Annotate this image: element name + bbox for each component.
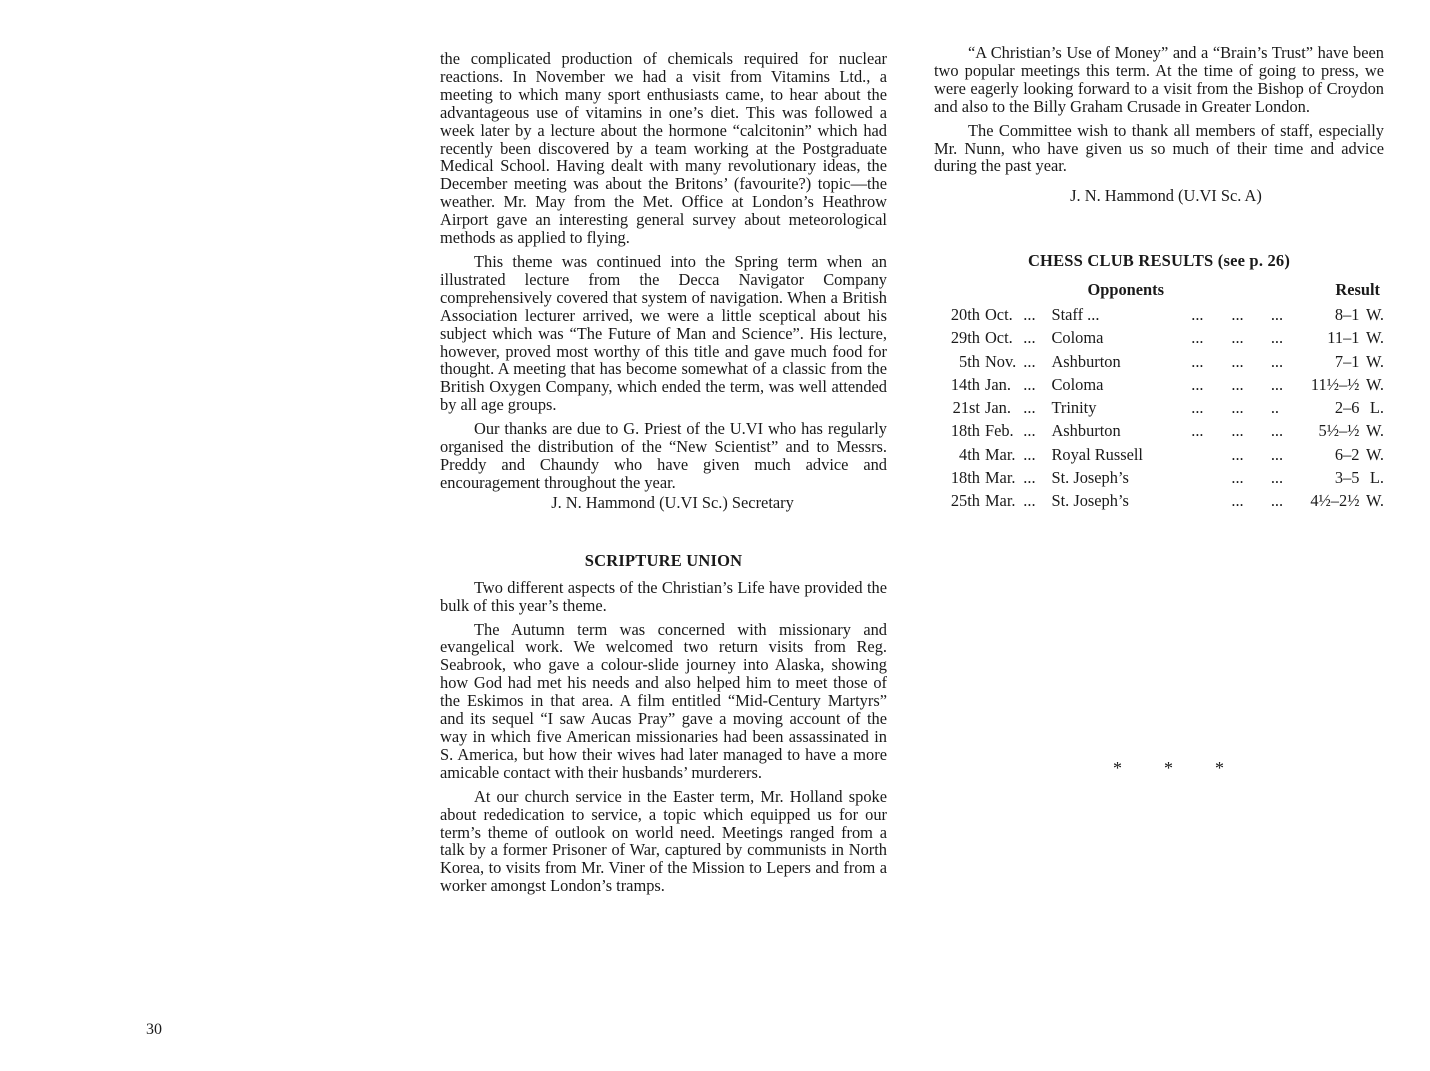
table-row xyxy=(934,443,1384,466)
leader-dots xyxy=(1191,490,1231,513)
match-result: W. xyxy=(1365,491,1384,511)
table-row xyxy=(934,420,1384,443)
asterisk: * xyxy=(1215,758,1224,778)
paragraph: Our thanks are due to G. Priest of the U.VI who has regularly organised the distribution of the “New Scientist” and to Messrs. Preddy and Chaundy who have given much advice and encouragement throughout the year. xyxy=(440,419,887,492)
table-header-row xyxy=(934,277,1384,303)
match-result: L. xyxy=(1369,468,1384,488)
match-score: 3–5 xyxy=(1334,468,1360,488)
left-column xyxy=(440,50,887,901)
leader-dots: ... xyxy=(1191,374,1204,394)
scripture-union-heading: SCRIPTURE UNION xyxy=(584,550,743,570)
match-date-day: 25th xyxy=(950,491,980,511)
leader-dots: ... xyxy=(1023,398,1036,418)
match-date-month: Feb. xyxy=(984,421,1014,441)
match-date-day: 4th xyxy=(959,444,980,464)
paragraph: The Autumn term was concerned with missionary and evangelical work. We welcomed two return visits from Reg. Seabrook, who gave a colour-slide journey into Alaska, showing how God had met his needs and also helped him to meet those of the Eskimos in that area. A film entitled “Mid-Century Martyrs” and its sequel “I saw Aucas Pray” gave a moving account of the way in which five American missionaries had been assassinated in S. America, but how their wives had later managed to have a more amicable contact with their husbands’ murderers. xyxy=(440,619,887,782)
match-score: 6–2 xyxy=(1334,444,1360,464)
match-date-month: Oct. xyxy=(984,304,1013,324)
match-date-day: 5th xyxy=(959,351,980,371)
match-date-month: Oct. xyxy=(984,328,1013,348)
paragraph: Two different aspects of the Christian’s Life have provided the bulk of this year’s theme. xyxy=(440,577,887,615)
match-date-month: Nov. xyxy=(984,351,1017,371)
opponent-name: St. Joseph’s xyxy=(1051,468,1129,488)
match-score: 11–1 xyxy=(1327,328,1360,348)
opponents-column-header: Opponents xyxy=(1087,280,1164,300)
leader-dots: ... xyxy=(1270,421,1284,441)
leader-dots: ... xyxy=(1270,374,1284,394)
leader-dots: ... xyxy=(1023,328,1036,348)
leader-dots: ... xyxy=(1023,374,1036,394)
match-score: 8–1 xyxy=(1334,304,1360,324)
opponent-name: Coloma xyxy=(1051,374,1104,394)
paragraph: The Committee wish to thank all members of staff, especially Mr. Nunn, who have given us so much of their time and advice during the past year. xyxy=(934,120,1384,176)
match-result: W. xyxy=(1365,351,1384,371)
leader-dots: ... xyxy=(1231,421,1244,441)
table-row xyxy=(934,327,1384,350)
leader-dots: ... xyxy=(1023,468,1036,488)
match-date-month: Mar. xyxy=(984,468,1016,488)
signature: J. N. Hammond (U.VI Sc.) Secretary xyxy=(551,492,794,512)
match-score: 4½–2½ xyxy=(1310,491,1360,511)
leader-dots: ... xyxy=(1023,491,1036,511)
match-date-month: Jan. xyxy=(984,374,1011,394)
asterisk: * xyxy=(1113,758,1122,778)
leader-dots: ... xyxy=(1023,351,1036,371)
match-date-day: 21st xyxy=(952,398,980,418)
match-date-month: Jan. xyxy=(984,398,1011,418)
leader-dots: ... xyxy=(1270,328,1284,348)
leader-dots: ... xyxy=(1270,491,1284,511)
match-date-day: 29th xyxy=(950,328,980,348)
match-result: W. xyxy=(1365,421,1384,441)
leader-dots: ... xyxy=(1270,444,1284,464)
table-row xyxy=(934,466,1384,489)
match-result: W. xyxy=(1365,304,1384,324)
match-score: 7–1 xyxy=(1334,351,1360,371)
opponent-name: St. Joseph’s xyxy=(1051,491,1129,511)
page-number: 30 xyxy=(146,1021,162,1038)
match-date-day: 14th xyxy=(950,374,980,394)
opponent-name: Ashburton xyxy=(1051,421,1121,441)
leader-dots: ... xyxy=(1231,374,1244,394)
right-column xyxy=(934,44,1384,513)
leader-dots: ... xyxy=(1231,304,1244,324)
match-score: 2–6 xyxy=(1334,398,1360,418)
section-divider xyxy=(1092,758,1245,779)
leader-dots: ... xyxy=(1231,468,1244,488)
leader-dots: ... xyxy=(1191,304,1204,324)
result-column-header: Result xyxy=(1335,280,1380,300)
table-row xyxy=(934,373,1384,396)
paragraph: This theme was continued into the Spring term when an illustrated lecture from the Decca Navigator Company comprehensively covered that system of navigation. When a British Association lecturer arrived, we were a little sceptical about his subject which was “The Future of Man and Science”. His lecture, however, proved most worthy of this title and gave much food for thought. A meeting that has become somewhat of a classic from the British Oxygen Company, which ended the term, was well attended by all age groups. xyxy=(440,251,887,415)
leader-dots: ... xyxy=(1023,421,1036,441)
asterisk: * xyxy=(1164,758,1173,778)
match-date-day: 18th xyxy=(950,421,980,441)
table-row xyxy=(934,350,1384,373)
chess-results-heading: CHESS CLUB RESULTS (see p. 26) xyxy=(1027,251,1291,271)
leader-dots: ... xyxy=(1023,444,1036,464)
match-date-month: Mar. xyxy=(984,491,1016,511)
leader-dots: ... xyxy=(1231,328,1244,348)
leader-dots: .. xyxy=(1270,398,1280,418)
match-date-month: Mar. xyxy=(984,444,1016,464)
paragraph: the complicated production of chemicals required for nuclear reactions. In November we had a visit from Vitamins Ltd., a meeting to which many sport enthusiasts came, to hear about the advantageous use of vitamins in one’s diet. This was followed a week later by a lecture about the hormone “calcitonin” which had recently been discovered by a team working at the Postgraduate Medical School. Having dealt with many revolutionary ideas, the December meeting was about the Britons’ (favourite?) topic—the weather. Mr. May from the Met. Office at London’s Heathrow Airport gave an interesting general survey about meteorological methods as applied to flying. xyxy=(440,49,887,248)
paragraph: “A Christian’s Use of Money” and a “Brain’s Trust” have been two popular meetings this term. At the time of going to press, we were eagerly looking forward to a visit from the Bishop of Croydon and also to the Billy Graham Crusade in Greater London. xyxy=(934,43,1384,116)
leader-dots: ... xyxy=(1231,444,1244,464)
match-score: 11½–½ xyxy=(1310,374,1360,394)
opponent-name: Royal Russell xyxy=(1051,444,1143,464)
match-result: W. xyxy=(1365,374,1384,394)
opponent-name: Staff ... xyxy=(1051,304,1100,324)
table-row xyxy=(934,397,1384,420)
leader-dots: ... xyxy=(1191,421,1204,441)
leader-dots xyxy=(1191,443,1231,466)
leader-dots: ... xyxy=(1231,351,1244,371)
opponent-name: Ashburton xyxy=(1051,351,1121,371)
leader-dots: ... xyxy=(1023,304,1036,324)
signature: J. N. Hammond (U.VI Sc. A) xyxy=(1070,186,1262,206)
match-result: W. xyxy=(1365,328,1384,348)
leader-dots xyxy=(1191,466,1231,489)
chess-results-table xyxy=(934,277,1384,513)
table-row xyxy=(934,303,1384,326)
match-result: L. xyxy=(1369,398,1384,418)
match-date-day: 20th xyxy=(950,304,980,324)
opponent-name: Trinity xyxy=(1051,398,1097,418)
match-result: W. xyxy=(1365,444,1384,464)
leader-dots: ... xyxy=(1270,304,1284,324)
opponent-name: Coloma xyxy=(1051,328,1104,348)
match-score: 5½–½ xyxy=(1318,421,1360,441)
leader-dots: ... xyxy=(1191,328,1204,348)
leader-dots: ... xyxy=(1270,468,1284,488)
leader-dots: ... xyxy=(1231,491,1244,511)
leader-dots: ... xyxy=(1191,398,1204,418)
leader-dots: ... xyxy=(1270,351,1284,371)
leader-dots: ... xyxy=(1231,398,1244,418)
table-row xyxy=(934,490,1384,513)
match-date-day: 18th xyxy=(950,468,980,488)
paragraph: At our church service in the Easter term, Mr. Holland spoke about rededication to service, a topic which equipped us for our term’s theme of outlook on world need. Meetings ranged from a talk by a former Prisoner of War, captured by communists in North Korea, to visits from Mr. Viner of the Mission to Lepers and from a worker amongst London’s tramps. xyxy=(440,786,887,896)
leader-dots: ... xyxy=(1191,351,1204,371)
